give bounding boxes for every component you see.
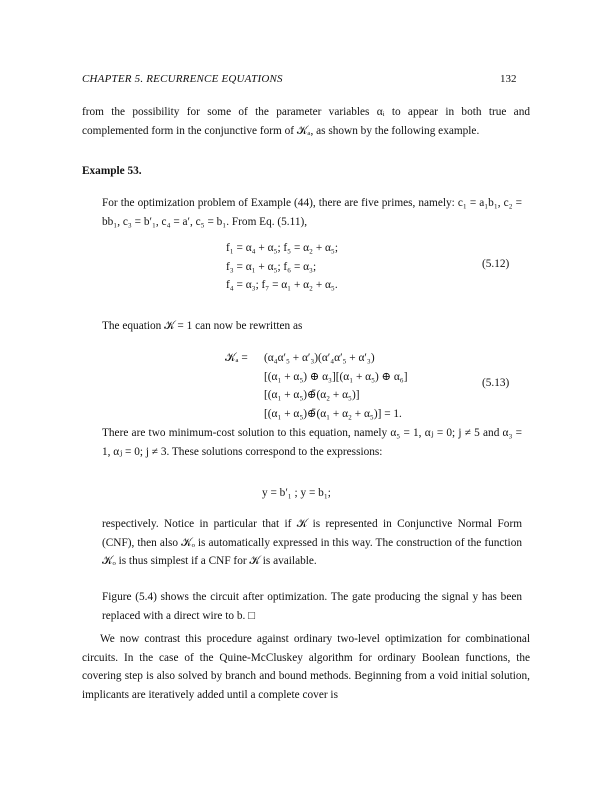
equation-5-12 [226, 239, 338, 295]
closing-paragraph: We now contrast this procedure against ordinary two-level optimization for combinational circuits. In the case of the Quine-McCluskey algorithm for ordinary Boolean functions, the covering step is also solved by branch and bound methods. Beginning from a void initial solution, implicants are iteratively added until a complete cover is [82, 633, 530, 701]
equation-line: (α₄α′₅ + α′₃)(α′₄α′₅ + α′₃) [264, 352, 375, 364]
equation-5-13-lhs: 𝒦ₐ = [225, 352, 248, 364]
equation-number: (5.12) [482, 258, 510, 270]
equation-line: [(α₁ + α₅) ⊕ α₃][(α₁ + α₅) ⊕ α₆] [264, 370, 408, 383]
solutions-paragraph: There are two minimum-cost solution to this equation, namely α₅ = 1, αⱼ = 0; j ≠ 5 and α₃ = 1, αⱼ = 0; j ≠ 3. These solutions correspond to the expressions: [102, 427, 522, 458]
example-title: Example 53. [82, 165, 142, 177]
equation-5-13 [264, 349, 408, 423]
equation-line: f₃ = α₁ + α₅; f₆ = α₃; [226, 260, 317, 273]
example-intro: For the optimization problem of Example (44), there are five primes, namely: c₁ = a₁b₁, c₂ = bb₁, c₃ = b′₁, c₄ = a′, c₅ = b₁. From Eq. (5.11), [102, 197, 522, 228]
intro-paragraph: from the possibility for some of the parameter variables αᵢ to appear in both true and complemented form in the conjunctive form of 𝒦ₐ, as shown by the following example. [82, 106, 530, 137]
expressions: y = b′₁ ; y = b₁; [262, 487, 331, 499]
respectively-paragraph: respectively. Notice in particular that if 𝒦 is represented in Conjunctive Normal Form (CNF), then also 𝒦ₒ is automatically expressed in this way. The construction of the function 𝒦ₒ is thus simplest if a CNF for 𝒦 is available. [102, 518, 522, 567]
equation-line: [(α₁ + α₅)⊕̄(α₂ + α₅)] [264, 389, 360, 401]
chapter-header: CHAPTER 5. RECURRENCE EQUATIONS [82, 73, 283, 85]
equation-line: [(α₁ + α₅)⊕̄(α₁ + α₂ + α₅)] = 1. [264, 407, 402, 420]
equation-line: f₄ = α₃; f₇ = α₁ + α₂ + α₅. [226, 279, 338, 291]
equation-line: f₁ = α₄ + α₅; f₅ = α₂ + α₅; [226, 242, 339, 254]
rewrite-text: The equation 𝒦 = 1 can now be rewritten as [102, 320, 303, 332]
page-number: 132 [500, 73, 517, 85]
figure-paragraph: Figure (5.4) shows the circuit after optimization. The gate producing the signal y has been replaced with a direct wire to b. □ [102, 591, 522, 622]
equation-number: (5.13) [482, 377, 510, 389]
